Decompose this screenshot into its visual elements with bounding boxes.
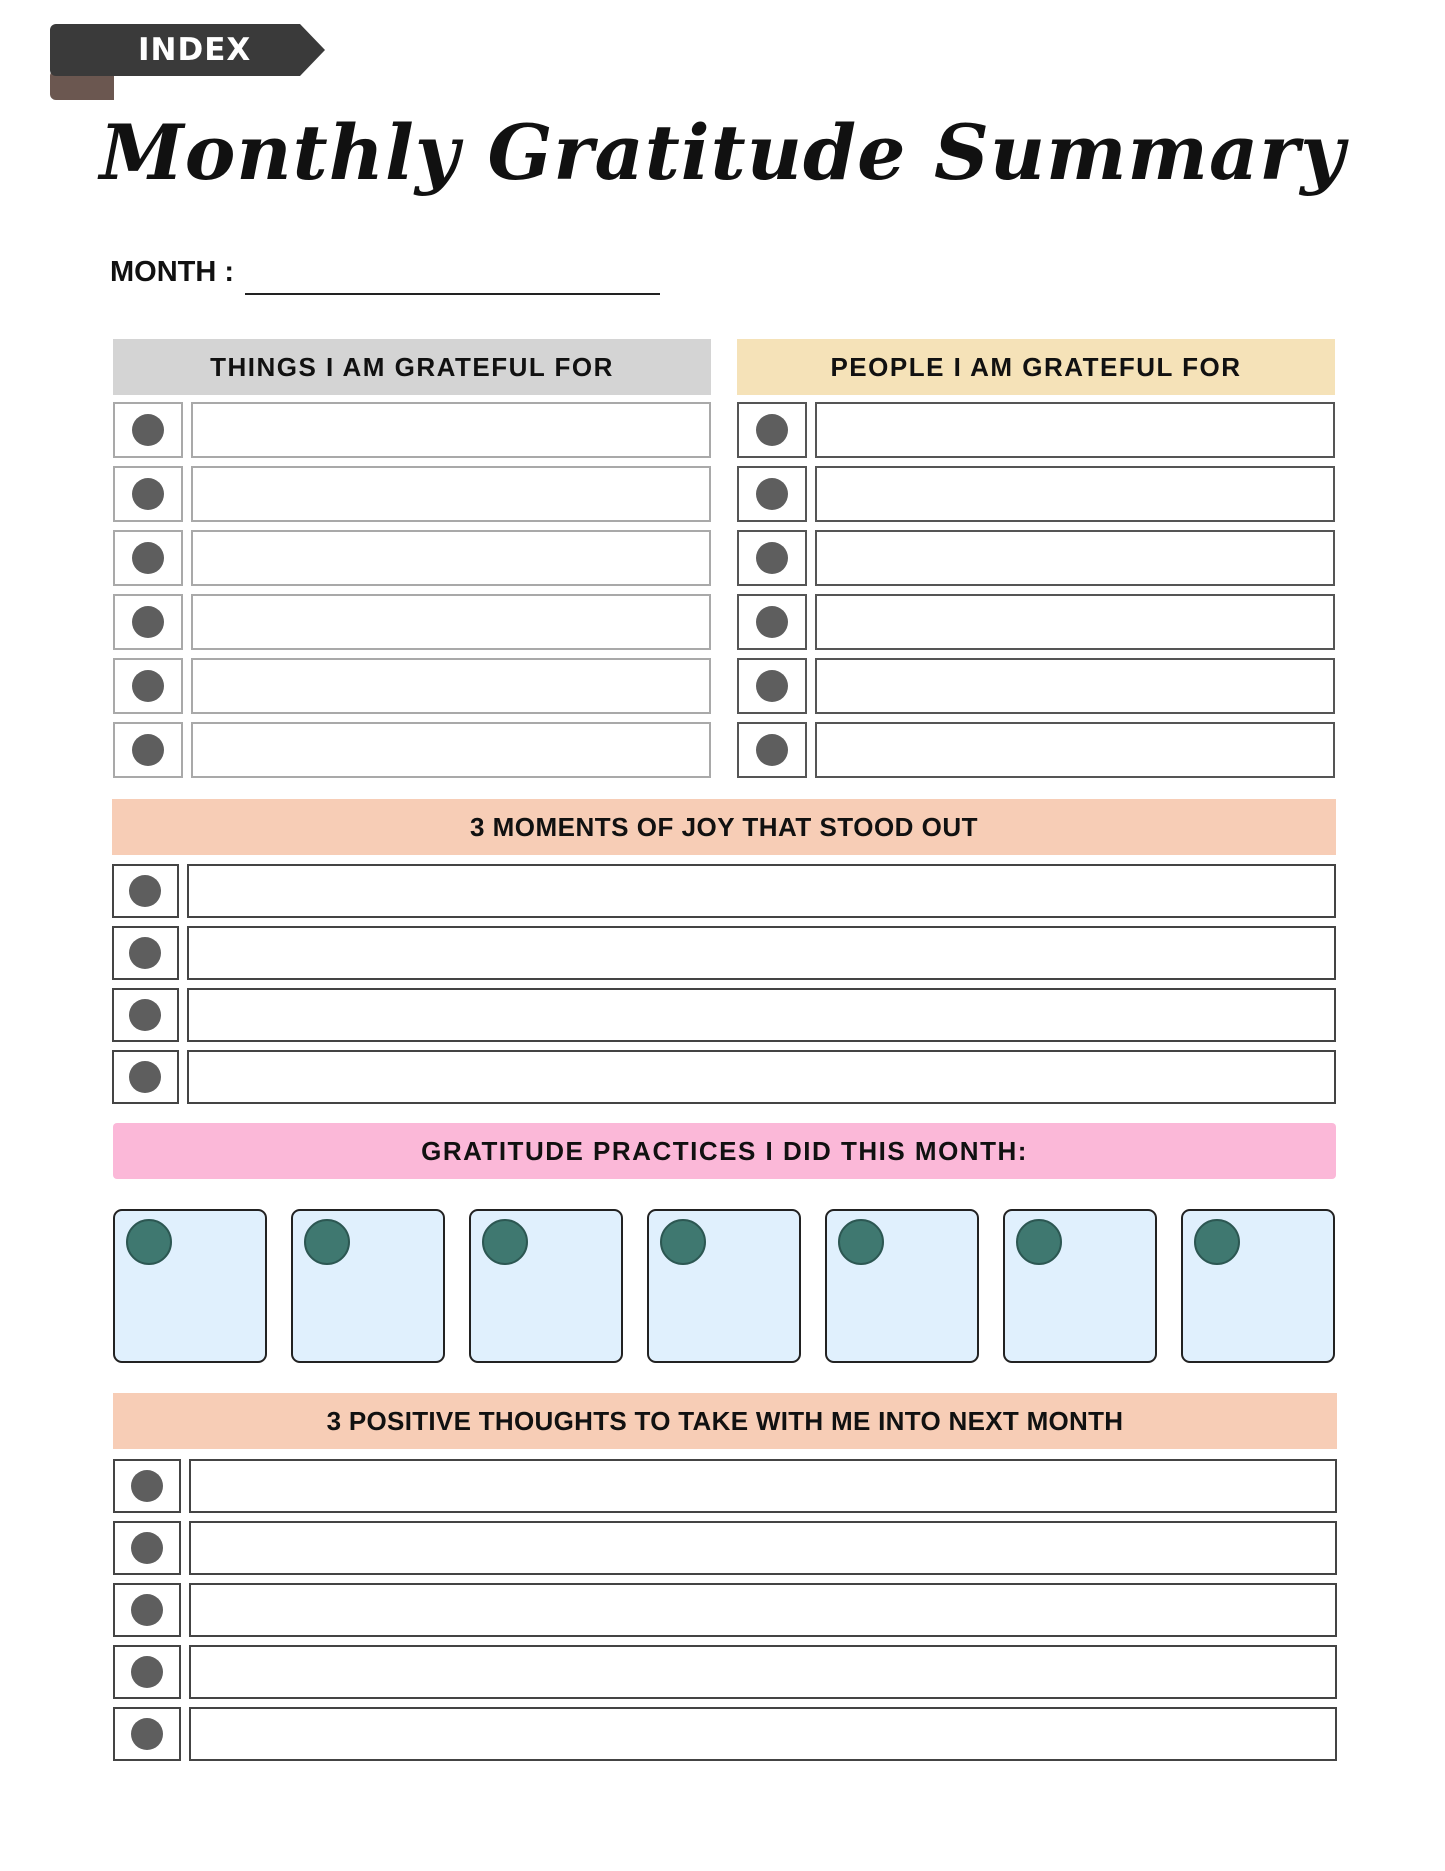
things-row: [113, 402, 711, 458]
bullet-box: [113, 722, 183, 778]
bullet-box: [113, 1459, 181, 1513]
practice-dot-icon: [304, 1219, 350, 1265]
bullet-dot-icon: [129, 999, 161, 1031]
moments-row: [112, 864, 1336, 918]
month-input-line[interactable]: [245, 293, 660, 295]
bullet-dot-icon: [131, 1718, 163, 1750]
practice-tile[interactable]: [825, 1209, 979, 1363]
things-row: [113, 466, 711, 522]
bullet-dot-icon: [131, 1532, 163, 1564]
practice-tile[interactable]: [1003, 1209, 1157, 1363]
thoughts-row: [113, 1645, 1337, 1699]
things-grateful-list: [113, 402, 711, 780]
bullet-box: [112, 864, 179, 918]
thoughts-entry-field[interactable]: [189, 1521, 1337, 1575]
practice-dot-icon: [482, 1219, 528, 1265]
things-entry-field[interactable]: [191, 466, 711, 522]
moments-row: [112, 988, 1336, 1042]
bullet-dot-icon: [131, 1594, 163, 1626]
people-row: [737, 530, 1335, 586]
bullet-box: [113, 1707, 181, 1761]
people-entry-field[interactable]: [815, 402, 1335, 458]
bullet-box: [112, 988, 179, 1042]
practice-dot-icon: [1194, 1219, 1240, 1265]
bullet-dot-icon: [132, 734, 164, 766]
bullet-box: [737, 658, 807, 714]
people-row: [737, 658, 1335, 714]
thoughts-row: [113, 1707, 1337, 1761]
moments-row: [112, 1050, 1336, 1104]
practice-tile[interactable]: [113, 1209, 267, 1363]
bullet-box: [113, 466, 183, 522]
things-row: [113, 594, 711, 650]
moments-entry-field[interactable]: [187, 988, 1336, 1042]
practice-dot-icon: [1016, 1219, 1062, 1265]
bullet-box: [737, 466, 807, 522]
bullet-dot-icon: [132, 478, 164, 510]
bullet-box: [737, 402, 807, 458]
practice-tile[interactable]: [647, 1209, 801, 1363]
things-grateful-header: THINGS I AM GRATEFUL FOR: [113, 339, 711, 395]
things-entry-field[interactable]: [191, 722, 711, 778]
bullet-dot-icon: [756, 542, 788, 574]
things-row: [113, 530, 711, 586]
moments-entry-field[interactable]: [187, 926, 1336, 980]
people-row: [737, 722, 1335, 778]
bullet-box: [113, 658, 183, 714]
people-entry-field[interactable]: [815, 466, 1335, 522]
bullet-dot-icon: [132, 606, 164, 638]
bullet-dot-icon: [756, 478, 788, 510]
people-grateful-header: PEOPLE I AM GRATEFUL FOR: [737, 339, 1335, 395]
thoughts-entry-field[interactable]: [189, 1583, 1337, 1637]
page-title: Monthly Gratitude Summary: [99, 108, 1346, 197]
practice-tile[interactable]: [291, 1209, 445, 1363]
bullet-box: [113, 1521, 181, 1575]
bullet-box: [112, 926, 179, 980]
moments-of-joy-list: [112, 864, 1336, 1104]
things-entry-field[interactable]: [191, 594, 711, 650]
thoughts-row: [113, 1521, 1337, 1575]
people-entry-field[interactable]: [815, 658, 1335, 714]
positive-thoughts-list: [113, 1459, 1337, 1759]
bullet-box: [737, 594, 807, 650]
bullet-dot-icon: [756, 606, 788, 638]
bullet-dot-icon: [132, 542, 164, 574]
things-entry-field[interactable]: [191, 658, 711, 714]
thoughts-entry-field[interactable]: [189, 1459, 1337, 1513]
thoughts-row: [113, 1459, 1337, 1513]
people-row: [737, 402, 1335, 458]
bullet-dot-icon: [756, 734, 788, 766]
bullet-box: [113, 1645, 181, 1699]
people-row: [737, 594, 1335, 650]
thoughts-row: [113, 1583, 1337, 1637]
index-tab-label: INDEX: [138, 32, 252, 68]
moments-entry-field[interactable]: [187, 864, 1336, 918]
thoughts-entry-field[interactable]: [189, 1645, 1337, 1699]
bullet-dot-icon: [129, 937, 161, 969]
month-label: MONTH :: [110, 256, 235, 288]
bullet-dot-icon: [129, 1061, 161, 1093]
moments-row: [112, 926, 1336, 980]
bullet-box: [113, 530, 183, 586]
bullet-box: [737, 722, 807, 778]
bullet-box: [737, 530, 807, 586]
bullet-box: [113, 594, 183, 650]
index-tab[interactable]: [50, 24, 325, 100]
people-entry-field[interactable]: [815, 722, 1335, 778]
moments-entry-field[interactable]: [187, 1050, 1336, 1104]
bullet-dot-icon: [756, 670, 788, 702]
practice-tile[interactable]: [469, 1209, 623, 1363]
things-row: [113, 722, 711, 778]
bullet-dot-icon: [131, 1470, 163, 1502]
bullet-box: [113, 402, 183, 458]
bullet-dot-icon: [131, 1656, 163, 1688]
things-entry-field[interactable]: [191, 402, 711, 458]
gratitude-practices-tiles: [113, 1209, 1337, 1363]
positive-thoughts-header: 3 POSITIVE THOUGHTS TO TAKE WITH ME INTO NEXT MONTH: [113, 1393, 1337, 1449]
things-entry-field[interactable]: [191, 530, 711, 586]
thoughts-entry-field[interactable]: [189, 1707, 1337, 1761]
things-row: [113, 658, 711, 714]
moments-of-joy-header: 3 MOMENTS OF JOY THAT STOOD OUT: [112, 799, 1336, 855]
bullet-dot-icon: [129, 875, 161, 907]
people-entry-field[interactable]: [815, 594, 1335, 650]
bullet-box: [112, 1050, 179, 1104]
practice-dot-icon: [838, 1219, 884, 1265]
bullet-dot-icon: [132, 414, 164, 446]
practice-dot-icon: [126, 1219, 172, 1265]
bullet-dot-icon: [132, 670, 164, 702]
people-grateful-list: [737, 402, 1335, 780]
gratitude-practices-header: GRATITUDE PRACTICES I DID THIS MONTH:: [113, 1123, 1336, 1179]
bullet-dot-icon: [756, 414, 788, 446]
practice-dot-icon: [660, 1219, 706, 1265]
people-entry-field[interactable]: [815, 530, 1335, 586]
bullet-box: [113, 1583, 181, 1637]
people-row: [737, 466, 1335, 522]
practice-tile[interactable]: [1181, 1209, 1335, 1363]
